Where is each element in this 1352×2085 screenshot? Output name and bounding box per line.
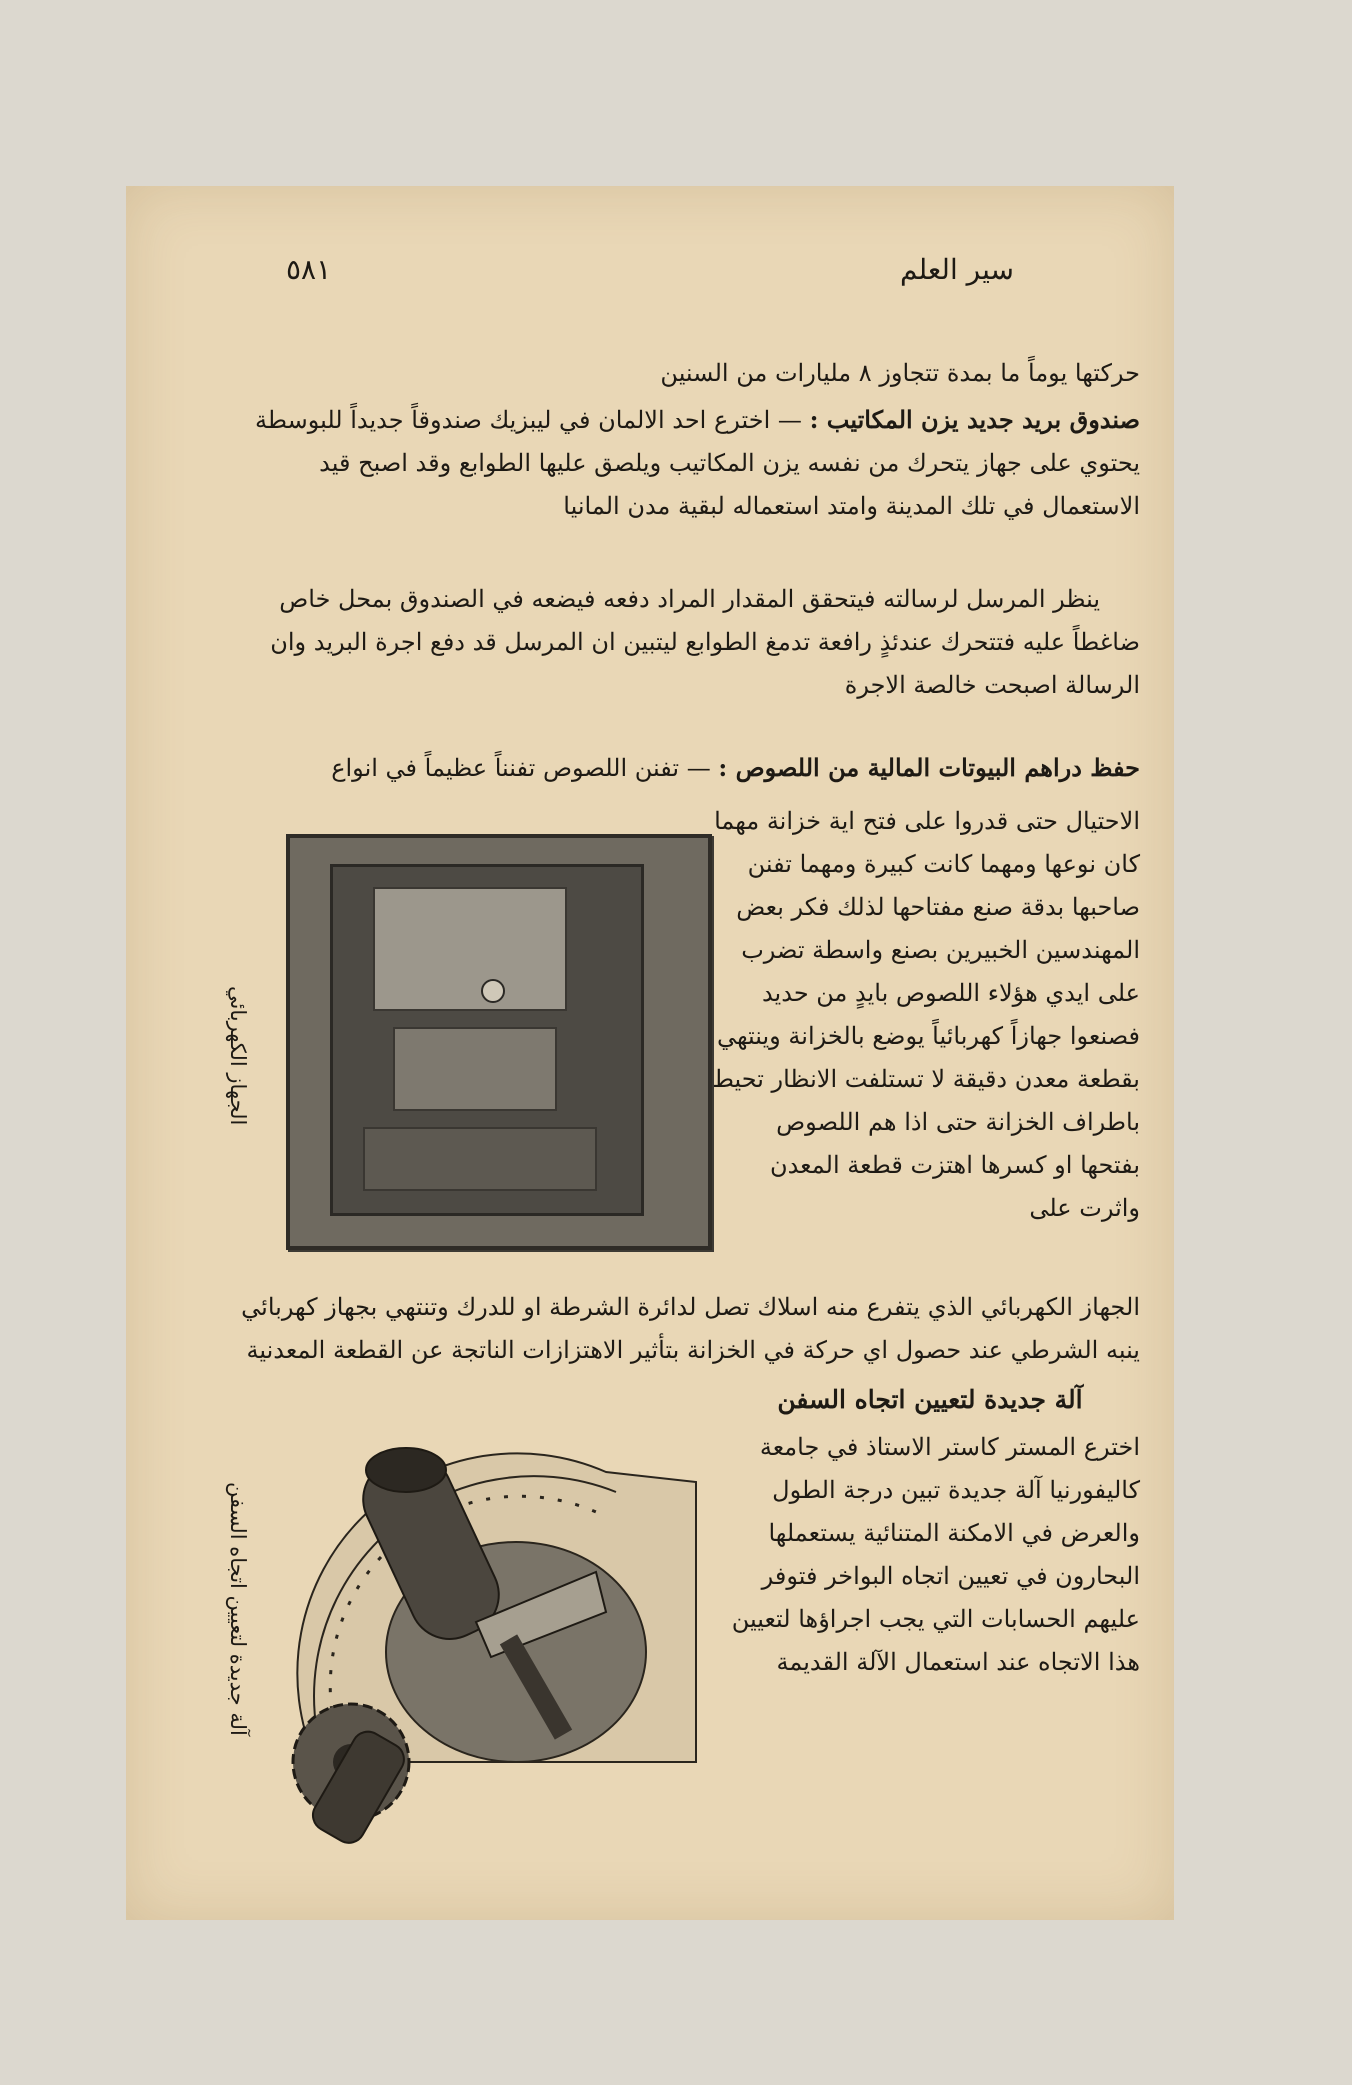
- paragraph-mailbox-details: ينظر المرسل لرسالته فيتحقق المقدار المراد دفعه فيضعه في الصندوق بمحل خاص ضاغطاً عليه فتتحرك عندئذٍ رافعة تدمغ الطوابع ليتبين ان المرسل قد دفع اجرة البريد وان الرسالة اصبحت خالصة الاجرة: [270, 585, 1140, 699]
- ship-heading: آلة جديدة لتعيين اتجاه السفن: [777, 1385, 1083, 1414]
- book-page: [126, 186, 1174, 1920]
- safe-photo: [286, 834, 712, 1250]
- safe-intro-text: — تفنن اللصوص تفنناً عظيماً في انواع: [331, 754, 711, 782]
- paragraph-safe-intro: [234, 746, 1140, 790]
- paragraph-safe-full: الجهاز الكهربائي الذي يتفرع منه اسلاك تصل لدائرة الشرطة او للدرك وتنتهي بجهاز كهربائي ينبه الشرطي عند حصول اي حركة في الخزانة بتأثير الاهتزازات الناتجة عن القطعة المعدنية: [241, 1293, 1140, 1364]
- paragraph-safe-side: الاحتيال حتى قدروا على فتح اية خزانة مهما كان نوعها ومهما كانت كبيرة ومهما تفنن صاحبها بدقة صنع مفتاحها لذلك فكر بعض المهندسين الخبيرين بصنع واسطة تضرب على ايدي هؤلاء اللصوص بايدٍ من حديد فصنعوا جهازاً كهربائياً يوضع بالخزانة وينتهي بقطعة معدن دقيقة لا تستلفت الانظار تحيط باطراف الخزانة حتى اذا هم اللصوص بفتحها او كسرها اهتزت قطعة المعدن واثرت على: [711, 807, 1140, 1222]
- safe-caption: الجهاز الكهربائي: [226, 986, 250, 1126]
- safe-device-panel: [373, 887, 567, 1011]
- safe-wiring-panel: [393, 1027, 557, 1111]
- header-wavy-rule: [244, 310, 1140, 318]
- paragraph-mailbox: [234, 398, 1140, 574]
- ship-caption: آلة جديدة لتعيين اتجاه السفن: [226, 1482, 250, 1736]
- paragraph-continuation: حركتها يوماً ما بمدة تتجاوز ٨ مليارات من السنين: [660, 359, 1140, 387]
- instrument-drawing: [276, 1432, 716, 1852]
- page-header: [286, 246, 1014, 292]
- mailbox-heading: صندوق بريد جديد يزن المكاتيب :: [809, 405, 1140, 434]
- safe-heading: حفظ دراهم البيوتات المالية من اللصوص :: [718, 753, 1140, 782]
- safe-lower-panel: [363, 1127, 597, 1191]
- mailbox-text: — اخترع احد الالمان في ليبزيك صندوقاً جديداً للبوسطة يحتوي على جهاز يتحرك من نفسه يزن المكاتيب ويلصق عليها الطوابع وقد اصبح قيد الاستعمال في تلك المدينة وامتد استعماله لبقية مدن المانيا: [255, 406, 1140, 520]
- wavy-rule-graphic: [244, 317, 1140, 318]
- ship-instrument-illustration: [276, 1432, 716, 1852]
- page-number: ٥٨١: [286, 252, 332, 286]
- journal-title: سير العلم: [900, 252, 1014, 286]
- paragraph-ship: اخترع المستر كاستر الاستاذ في جامعة كاليفورنيا آلة جديدة تبين درجة الطول والعرض في الامكنة المتنائية يستعملها البحارون في تعيين اتجاه البواخر فتوفر عليهم الحسابات التي يجب اجراؤها لتعيين هذا الاتجاه عند استعمال الآلة القديمة: [731, 1433, 1140, 1676]
- safe-interior: [330, 864, 644, 1216]
- dial-icon: [480, 978, 506, 1004]
